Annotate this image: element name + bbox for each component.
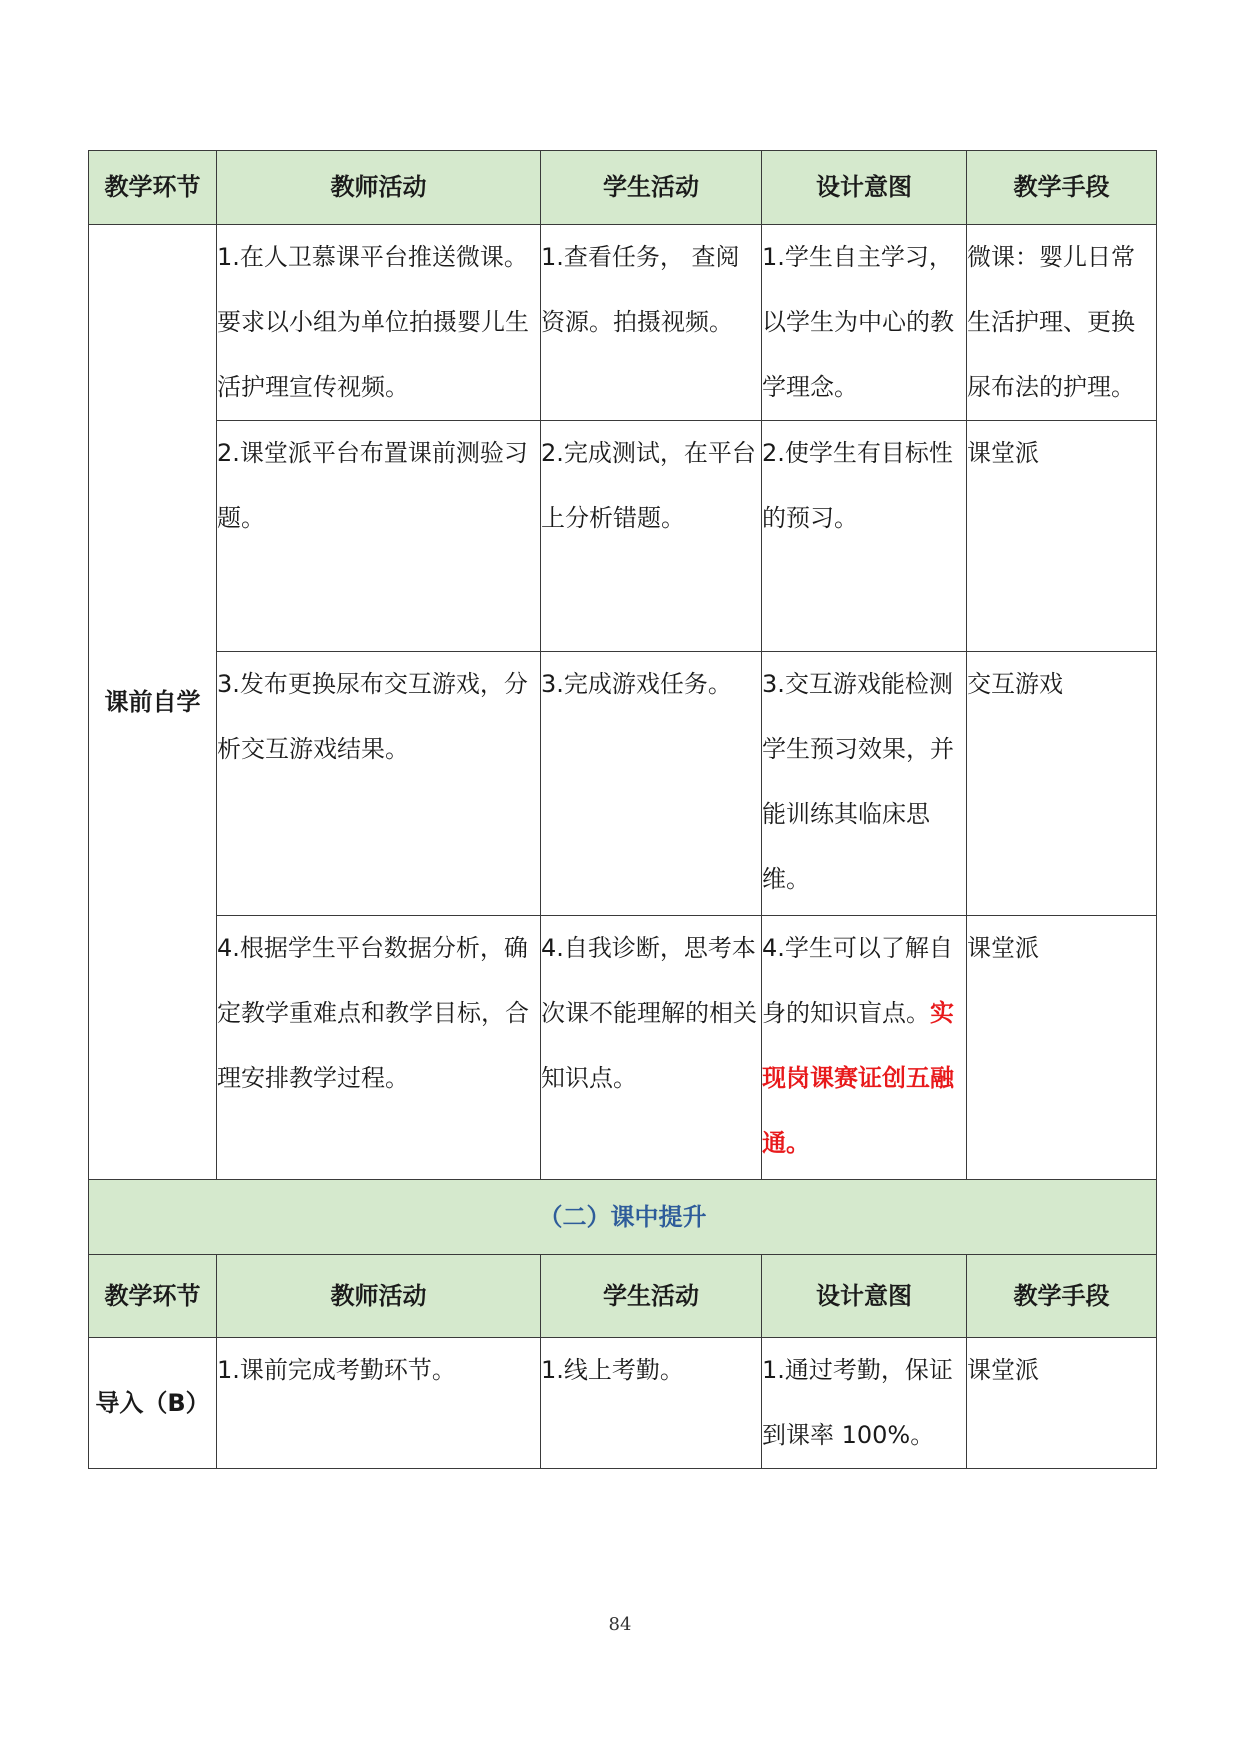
teaching-means: 课堂派 — [967, 421, 1157, 652]
intent-text: 3.交互游戏能检测学生预习效果，并能训练其临床思维。 — [762, 670, 954, 893]
student-activity: 4.自我诊断，思考本次课不能理解的相关知识点。 — [541, 916, 762, 1180]
intent-text: 2.使学生有目标性的预习。 — [762, 439, 953, 532]
design-intent — [762, 652, 967, 916]
teacher-activity: 4.根据学生平台数据分析，确定教学重难点和教学目标，合理安排教学过程。 — [217, 916, 541, 1180]
header-row — [89, 151, 1157, 225]
teaching-means: 交互游戏 — [967, 652, 1157, 916]
teacher-activity: 1.在人卫慕课平台推送微课。要求以小组为单位拍摄婴儿生活护理宣传视频。 — [217, 225, 541, 421]
header-teacher: 教师活动 — [217, 1255, 541, 1338]
table-row — [89, 225, 1157, 421]
table-row — [89, 652, 1157, 916]
header-intent: 设计意图 — [762, 1255, 967, 1338]
teacher-activity: 1.课前完成考勤环节。 — [217, 1338, 541, 1469]
teacher-activity: 3.发布更换尿布交互游戏，分析交互游戏结果。 — [217, 652, 541, 916]
header-means: 教学手段 — [967, 151, 1157, 225]
header-means: 教学手段 — [967, 1255, 1157, 1338]
design-intent — [762, 916, 967, 1180]
header-student: 学生活动 — [541, 1255, 762, 1338]
stage-cell: 导入（B） — [89, 1338, 217, 1469]
header-stage: 教学环节 — [89, 1255, 217, 1338]
teaching-means: 微课：婴儿日常生活护理、更换尿布法的护理。 — [967, 225, 1157, 421]
header-stage: 教学环节 — [89, 151, 217, 225]
intent-text: 1.学生自主学习，以学生为中心的教学理念。 — [762, 243, 954, 401]
student-activity: 3.完成游戏任务。 — [541, 652, 762, 916]
header-student: 学生活动 — [541, 151, 762, 225]
table-row — [89, 916, 1157, 1180]
header-intent: 设计意图 — [762, 151, 967, 225]
table-row — [89, 1338, 1157, 1469]
teaching-means: 课堂派 — [967, 1338, 1157, 1469]
teacher-activity: 2.课堂派平台布置课前测验习题。 — [217, 421, 541, 652]
design-intent — [762, 225, 967, 421]
table-row — [89, 421, 1157, 652]
page-number: 84 — [608, 1614, 632, 1635]
intent-highlight: 实现岗课赛证创五融通。 — [762, 999, 954, 1157]
header-row — [89, 1255, 1157, 1338]
student-activity: 1.查看任务， 查阅资源。拍摄视频。 — [541, 225, 762, 421]
design-intent: 1.通过考勤，保证到课率 100%。 — [762, 1338, 967, 1469]
teaching-means: 课堂派 — [967, 916, 1157, 1180]
stage-cell: 课前自学 — [89, 225, 217, 1180]
lesson-plan-table — [88, 150, 1157, 1469]
header-teacher: 教师活动 — [217, 151, 541, 225]
student-activity: 2.完成测试，在平台上分析错题。 — [541, 421, 762, 652]
design-intent — [762, 421, 967, 652]
section-title: （二）课中提升 — [89, 1180, 1157, 1255]
intent-text: 4.学生可以了解自身的知识盲点。 — [762, 934, 953, 1027]
student-activity: 1.线上考勤。 — [541, 1338, 762, 1469]
section-band-row — [89, 1180, 1157, 1255]
